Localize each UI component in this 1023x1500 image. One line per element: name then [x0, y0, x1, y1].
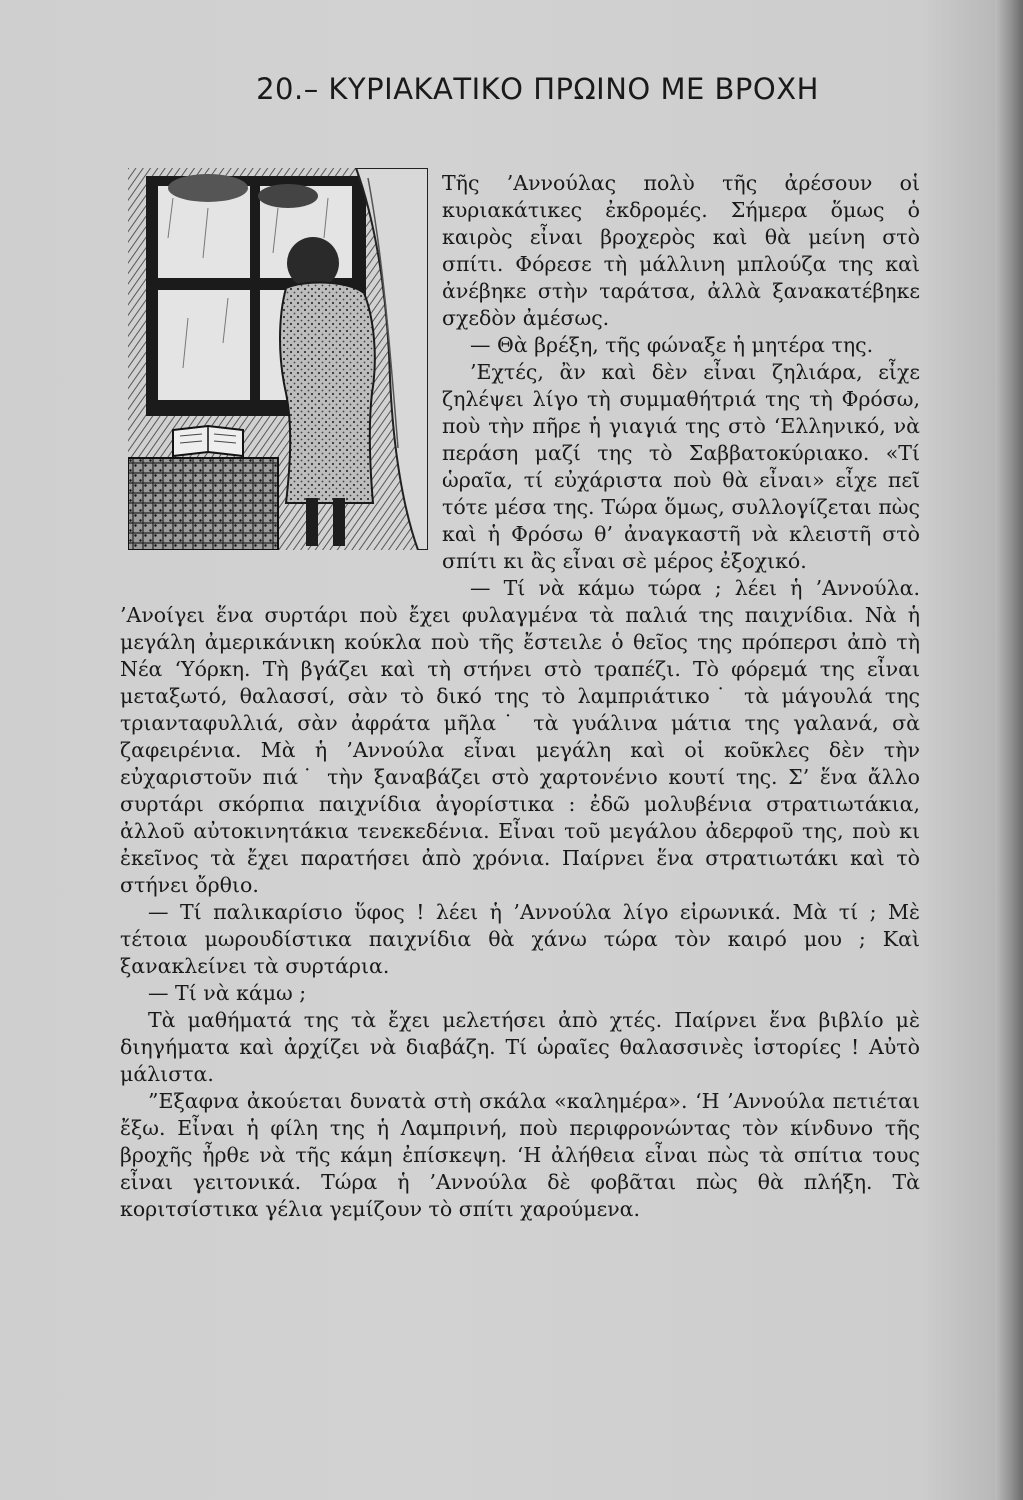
paragraph-6: — Τί νὰ κάμω ; — [148, 981, 307, 1005]
paragraph-7: Τὰ μαθήματά της τὰ ἔχει μελετήσει ἀπὸ χτές. Παίρνει ἕνα βιβλίο μὲ διηγήματα καὶ ἀρχίζει νὰ διαβάζη. Τί ὡραῖες θαλασσινὲς ἱστορίες ! Αὐτὸ μάλιστα. — [120, 1008, 920, 1086]
paragraph-1: Τῆς ’Αννούλας πολὺ τῆς ἀρέσουν οἱ κυριακάτικες ἐκδρομές. Σήμερα ὅμως ὁ καιρὸς εἶναι βροχερὸς καὶ θὰ μείνη στὸ σπίτι. Φόρεσε τὴ μάλλινη μπλούζα της καὶ ἀνέβηκε στὴν ταράτσα, ἀλλὰ ξανακατέβηκε σχεδὸν ἀμέσως. — [442, 171, 920, 330]
chapter-body — [120, 170, 920, 1223]
paragraph-5: — Τί παλικαρίσιο ὕφος ! λέει ἡ ’Αννούλα λίγο εἰρωνικά. Μὰ τί ; Μὲ τέτοια μωρουδίστικα παιχνίδια θὰ χάνω τώρα τὸν καιρό μου ; Καὶ ξανακλείνει τὰ συρτάρια. — [120, 900, 920, 978]
chapter-title: 20.– ΚΥΡΙΑΚΑΤΙΚΟ ΠΡΩΙΝΟ ΜΕ ΒΡΟΧΗ — [256, 72, 819, 106]
paragraph-2: — Θὰ βρέξη, τῆς φώναξε ἡ μητέρα της. — [470, 333, 874, 357]
book-spine-shadow — [995, 0, 1023, 1500]
illustration-space — [120, 170, 442, 582]
paragraph-8: ”Εξαφνα ἀκούεται δυνατὰ στὴ σκάλα «καλημέρα». ‘Η ’Αννούλα πετιέται ἔξω. Εἶναι ἡ φίλη της ἡ Λαμπρινή, ποὺ περιφρονώντας τὸν κίνδυνο τῆς βροχῆς ἦρθε νὰ τῆς κάμη ἐπίσκεψη. ‘Η ἀλήθεια εἶναι πὼς τὰ σπίτια τους εἶναι γειτονικά. Τώρα ἡ ’Αννούλα δὲ φοβᾶται πὼς θὰ πλήξη. Τὰ κοριτσίστικα γέλια γεμίζουν τὸ σπίτι χαρούμενα. — [120, 1089, 920, 1221]
paragraph-4: — Τί νὰ κάμω τώρα ; λέει ἡ ’Αννούλα. ’Ανοίγει ἕνα συρτάρι ποὺ ἔχει φυλαγμένα τὰ παλιά της παιχνίδια. Νὰ ἡ μεγάλη ἀμερικάνικη κούκλα ποὺ τῆς ἔστειλε ὁ θεῖος της πρόπερσι ἀπὸ τὴ Νέα ‘Υόρκη. Τὴ βγάζει καὶ τὴ στήνει στὸ τραπέζι. Τὸ φόρεμά της εἶναι μεταξωτό, θαλασσί, σὰν τὸ δικό της τὸ λαμπριάτικο˙ τὰ μάγουλά της τριανταφυλλιά, σὰν ἀφράτα μῆλα˙ τὰ γυάλινα μάτια της γαλανά, σὰ ζαφειρένια. Μὰ ἡ ’Αννούλα εἶναι μεγάλη καὶ οἱ κοῦκλες δὲν τὴν εὐχαριστοῦν πιά˙ τὴν ξαναβάζει στὸ χαρτονένιο κουτί της. Σ’ ἕνα ἄλλο συρτάρι σκόρπια παιχνίδια ἀγορίστικα : ἐδῶ μολυβένια στρατιωτάκια, ἀλλοῦ αὐτοκινητάκια τενεκεδένια. Εἶναι τοῦ μεγάλου ἀδερφοῦ της, ποὺ κι ἐκεῖνος τὰ ἔχει παρατήσει ἀπὸ χρόνια. Παίρνει ἕνα στρατιωτάκι καὶ τὸ στήνει ὄρθιο. — [120, 576, 920, 897]
paragraph-3: ’Εχτές, ἂν καὶ δὲν εἶναι ζηλιάρα, εἶχε ζηλέψει λίγο τὴ συμμαθήτριά της τὴ Φρόσω, ποὺ τὴν πῆρε ἡ γιαγιά της στὸ ‘Ελληνικό, νὰ περάση μαζί της τὸ Σαββατοκύριακο. «Τί ὡραῖα, τί εὐχάριστα ποὺ θὰ εἶναι» εἶχε πεῖ τότε μέσα της. Τώρα ὅμως, συλλογίζεται πὼς καὶ ἡ Φρόσω θ’ ἀναγκαστῆ νὰ κλειστῆ στὸ σπίτι κι ἂς εἶναι σὲ μέρος ἐξοχικό. — [442, 360, 920, 573]
